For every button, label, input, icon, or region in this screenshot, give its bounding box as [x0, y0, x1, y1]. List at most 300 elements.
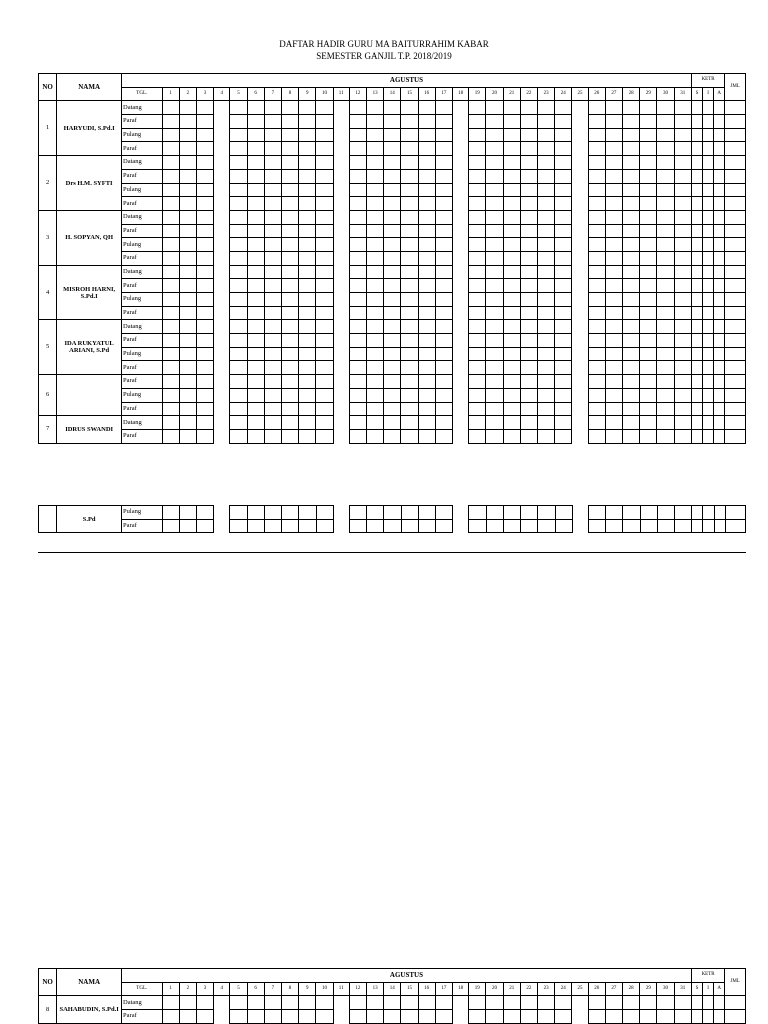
attendance-cell	[555, 293, 572, 307]
attendance-cell	[520, 169, 537, 183]
attendance-cell	[162, 210, 179, 224]
day-19: 19	[469, 87, 486, 101]
attendance-cell	[264, 334, 281, 348]
attendance-cell	[384, 388, 401, 402]
attendance-cell	[247, 334, 264, 348]
attendance-cell	[588, 1010, 605, 1024]
attendance-cell	[452, 101, 468, 115]
ket-cell	[714, 306, 725, 320]
table-row	[39, 416, 746, 430]
attendance-cell	[588, 210, 605, 224]
attendance-cell	[657, 506, 674, 520]
attendance-cell	[555, 402, 572, 416]
ket-cell	[714, 347, 725, 361]
attendance-cell	[588, 361, 605, 375]
attendance-cell	[623, 183, 640, 197]
attendance-cell	[623, 361, 640, 375]
attendance-cell	[486, 388, 503, 402]
attendance-cell	[366, 293, 383, 307]
ket-cell	[703, 416, 714, 430]
attendance-cell	[520, 156, 537, 170]
attendance-cell	[264, 197, 281, 211]
attendance-cell	[333, 293, 349, 307]
attendance-cell	[349, 183, 366, 197]
ket-cell	[714, 402, 725, 416]
attendance-cell	[281, 265, 298, 279]
attendance-cell	[555, 183, 572, 197]
attendance-cell	[555, 347, 572, 361]
day-13: 13	[366, 87, 383, 101]
attendance-cell	[316, 128, 333, 142]
ket-cell	[714, 142, 725, 156]
attendance-cell	[384, 347, 401, 361]
attendance-cell	[316, 265, 333, 279]
attendance-cell	[640, 306, 657, 320]
attendance-cell	[196, 169, 213, 183]
attendance-cell	[640, 519, 657, 533]
attendance-cell	[418, 128, 435, 142]
ket-cell	[714, 183, 725, 197]
attendance-cell	[196, 320, 213, 334]
attendance-cell	[366, 996, 383, 1010]
teacher-number: 1	[39, 101, 57, 156]
attendance-cell	[623, 996, 640, 1010]
attendance-cell	[435, 210, 452, 224]
ket-cell	[703, 197, 714, 211]
attendance-cell	[572, 142, 588, 156]
ket-cell	[691, 416, 702, 430]
attendance-cell	[657, 429, 674, 443]
row-kind: Paraf	[122, 429, 163, 443]
attendance-cell	[572, 506, 588, 520]
attendance-cell	[572, 238, 588, 252]
attendance-cell	[418, 334, 435, 348]
attendance-cell	[452, 279, 468, 293]
table-row	[39, 306, 746, 320]
attendance-cell	[555, 1010, 572, 1024]
attendance-cell	[384, 265, 401, 279]
attendance-cell	[299, 334, 316, 348]
attendance-cell	[162, 320, 179, 334]
attendance-cell	[452, 265, 468, 279]
row-kind: Pulang	[122, 293, 163, 307]
total-cell	[725, 156, 746, 170]
attendance-cell	[333, 347, 349, 361]
attendance-cell	[675, 506, 692, 520]
attendance-cell	[486, 416, 503, 430]
attendance-cell	[214, 320, 230, 334]
table-row	[39, 224, 746, 238]
attendance-cell	[264, 320, 281, 334]
ket-cell	[691, 293, 702, 307]
attendance-cell	[384, 142, 401, 156]
attendance-cell	[657, 224, 674, 238]
attendance-cell	[333, 265, 349, 279]
day-9: 9	[299, 982, 316, 996]
attendance-cell	[605, 156, 622, 170]
attendance-cell	[503, 210, 520, 224]
attendance-cell	[418, 1010, 435, 1024]
attendance-cell	[520, 306, 537, 320]
attendance-cell	[452, 429, 468, 443]
row-kind: Paraf	[122, 375, 163, 389]
ket-code-a: A	[714, 87, 725, 101]
attendance-cell	[401, 996, 418, 1010]
attendance-cell	[333, 416, 349, 430]
attendance-cell	[588, 416, 605, 430]
attendance-cell	[196, 375, 213, 389]
attendance-cell	[486, 334, 503, 348]
attendance-cell	[623, 375, 640, 389]
attendance-cell	[486, 197, 503, 211]
ket-cell	[714, 265, 725, 279]
attendance-cell	[179, 347, 196, 361]
attendance-cell	[486, 210, 503, 224]
attendance-cell	[469, 142, 486, 156]
attendance-cell	[640, 375, 657, 389]
attendance-cell	[179, 996, 196, 1010]
attendance-cell	[520, 388, 537, 402]
attendance-cell	[435, 361, 452, 375]
row-kind: Paraf	[122, 402, 163, 416]
attendance-cell	[214, 197, 230, 211]
total-cell	[725, 238, 746, 252]
attendance-cell	[588, 320, 605, 334]
attendance-cell	[179, 128, 196, 142]
attendance-cell	[588, 347, 605, 361]
attendance-cell	[214, 519, 230, 533]
attendance-cell	[469, 334, 486, 348]
attendance-cell	[281, 306, 298, 320]
attendance-cell	[674, 347, 691, 361]
attendance-cell	[349, 506, 366, 520]
total-header: JML	[725, 74, 746, 101]
attendance-cell	[640, 142, 657, 156]
attendance-cell	[316, 361, 333, 375]
total-cell	[725, 279, 746, 293]
attendance-cell	[572, 388, 588, 402]
attendance-cell	[349, 1010, 366, 1024]
attendance-cell	[520, 996, 537, 1010]
attendance-cell	[640, 183, 657, 197]
attendance-cell	[281, 293, 298, 307]
ket-cell	[714, 224, 725, 238]
ket-cell	[714, 361, 725, 375]
ket-cell	[714, 996, 725, 1010]
attendance-cell	[605, 334, 622, 348]
day-26: 26	[588, 87, 605, 101]
attendance-cell	[401, 306, 418, 320]
attendance-cell	[623, 1010, 640, 1024]
attendance-cell	[247, 506, 264, 520]
attendance-cell	[555, 361, 572, 375]
teacher-name: IDRUS SWANDI	[57, 416, 122, 443]
attendance-cell	[640, 115, 657, 129]
attendance-cell	[247, 115, 264, 129]
teacher-number: 6	[39, 375, 57, 416]
attendance-cell	[452, 183, 468, 197]
attendance-cell	[555, 519, 572, 533]
ket-cell	[703, 183, 714, 197]
attendance-cell	[469, 1010, 486, 1024]
attendance-cell	[588, 402, 605, 416]
attendance-cell	[401, 265, 418, 279]
row-kind: Paraf	[122, 519, 163, 533]
attendance-cell	[196, 224, 213, 238]
attendance-cell	[366, 238, 383, 252]
attendance-cell	[299, 265, 316, 279]
attendance-cell	[230, 197, 247, 211]
attendance-cell	[640, 429, 657, 443]
attendance-cell	[605, 347, 622, 361]
attendance-cell	[605, 279, 622, 293]
attendance-cell	[418, 210, 435, 224]
ket-code-i: I	[703, 982, 714, 996]
attendance-cell	[230, 361, 247, 375]
attendance-cell	[605, 293, 622, 307]
attendance-cell	[196, 210, 213, 224]
attendance-cell	[230, 169, 247, 183]
attendance-table-fragment	[38, 505, 746, 533]
day-17: 17	[435, 982, 452, 996]
attendance-cell	[452, 156, 468, 170]
attendance-cell	[281, 347, 298, 361]
attendance-cell	[247, 128, 264, 142]
ket-code-i: I	[703, 87, 714, 101]
attendance-cell	[264, 506, 281, 520]
attendance-cell	[486, 183, 503, 197]
ketr-header: KETR	[691, 74, 724, 88]
ket-cell	[703, 156, 714, 170]
attendance-cell	[333, 402, 349, 416]
day-10: 10	[316, 982, 333, 996]
attendance-cell	[657, 519, 674, 533]
attendance-cell	[623, 293, 640, 307]
ket-cell	[691, 402, 702, 416]
attendance-cell	[503, 238, 520, 252]
attendance-cell	[196, 238, 213, 252]
attendance-cell	[605, 996, 622, 1010]
attendance-cell	[520, 361, 537, 375]
attendance-cell	[401, 402, 418, 416]
attendance-cell	[452, 996, 468, 1010]
attendance-cell	[538, 375, 555, 389]
attendance-cell	[588, 375, 605, 389]
attendance-cell	[572, 1010, 588, 1024]
attendance-cell	[230, 238, 247, 252]
attendance-cell	[469, 320, 486, 334]
ket-cell	[703, 101, 714, 115]
attendance-cell	[299, 101, 316, 115]
attendance-cell	[623, 197, 640, 211]
attendance-cell	[247, 142, 264, 156]
attendance-cell	[162, 293, 179, 307]
teacher-number: 8	[39, 996, 57, 1023]
attendance-cell	[162, 375, 179, 389]
attendance-cell	[555, 156, 572, 170]
attendance-table-page-2	[38, 968, 746, 1024]
ket-cell	[703, 279, 714, 293]
attendance-cell	[214, 210, 230, 224]
attendance-cell	[640, 210, 657, 224]
teacher-name: Drs H.M. SYFTI	[57, 156, 122, 211]
attendance-cell	[674, 306, 691, 320]
attendance-cell	[366, 375, 383, 389]
attendance-cell	[196, 429, 213, 443]
attendance-cell	[299, 238, 316, 252]
attendance-cell	[486, 375, 503, 389]
attendance-cell	[657, 388, 674, 402]
attendance-cell	[281, 375, 298, 389]
attendance-cell	[366, 251, 383, 265]
attendance-cell	[401, 197, 418, 211]
attendance-cell	[435, 224, 452, 238]
attendance-cell	[162, 101, 179, 115]
ket-cell	[703, 361, 714, 375]
attendance-cell	[384, 306, 401, 320]
attendance-cell	[605, 416, 622, 430]
ket-cell	[703, 1010, 714, 1024]
teacher-name: HARYUDI, S.Pd.I	[57, 101, 122, 156]
attendance-cell	[214, 334, 230, 348]
attendance-cell	[247, 265, 264, 279]
attendance-cell	[384, 169, 401, 183]
attendance-cell	[657, 251, 674, 265]
attendance-cell	[349, 265, 366, 279]
attendance-cell	[640, 320, 657, 334]
attendance-cell	[674, 996, 691, 1010]
total-cell	[725, 197, 746, 211]
day-21: 21	[503, 982, 520, 996]
attendance-cell	[196, 519, 213, 533]
attendance-cell	[640, 101, 657, 115]
attendance-cell	[162, 128, 179, 142]
attendance-cell	[179, 156, 196, 170]
attendance-cell	[333, 169, 349, 183]
attendance-cell	[316, 197, 333, 211]
ket-cell	[691, 224, 702, 238]
day-11: 11	[333, 87, 349, 101]
attendance-cell	[264, 996, 281, 1010]
attendance-cell	[623, 224, 640, 238]
attendance-cell	[401, 128, 418, 142]
table-row	[39, 115, 746, 129]
attendance-cell	[264, 238, 281, 252]
attendance-cell	[605, 101, 622, 115]
ket-cell	[703, 142, 714, 156]
attendance-cell	[162, 265, 179, 279]
attendance-cell	[605, 402, 622, 416]
attendance-cell	[247, 402, 264, 416]
attendance-cell	[469, 306, 486, 320]
attendance-cell	[264, 210, 281, 224]
attendance-cell	[299, 1010, 316, 1024]
attendance-cell	[588, 996, 605, 1010]
attendance-cell	[469, 402, 486, 416]
attendance-cell	[418, 251, 435, 265]
attendance-cell	[384, 1010, 401, 1024]
ket-cell	[691, 183, 702, 197]
attendance-cell	[572, 251, 588, 265]
attendance-cell	[214, 279, 230, 293]
attendance-cell	[179, 210, 196, 224]
attendance-cell	[657, 101, 674, 115]
attendance-cell	[299, 183, 316, 197]
attendance-cell	[196, 1010, 213, 1024]
attendance-cell	[657, 183, 674, 197]
attendance-cell	[418, 306, 435, 320]
attendance-cell	[316, 375, 333, 389]
attendance-cell	[503, 169, 520, 183]
attendance-cell	[401, 361, 418, 375]
attendance-cell	[264, 128, 281, 142]
attendance-cell	[520, 210, 537, 224]
attendance-cell	[469, 429, 486, 443]
attendance-cell	[349, 169, 366, 183]
attendance-cell	[623, 519, 640, 533]
attendance-cell	[333, 128, 349, 142]
attendance-cell	[281, 361, 298, 375]
ket-cell	[703, 224, 714, 238]
attendance-cell	[349, 306, 366, 320]
attendance-cell	[538, 416, 555, 430]
attendance-cell	[247, 429, 264, 443]
attendance-cell	[366, 156, 383, 170]
attendance-cell	[162, 996, 179, 1010]
attendance-cell	[486, 306, 503, 320]
attendance-cell	[435, 197, 452, 211]
ket-cell	[691, 306, 702, 320]
attendance-cell	[605, 251, 622, 265]
attendance-cell	[196, 506, 213, 520]
attendance-cell	[469, 169, 486, 183]
attendance-cell	[555, 996, 572, 1010]
attendance-cell	[452, 334, 468, 348]
attendance-cell	[418, 347, 435, 361]
attendance-cell	[333, 334, 349, 348]
attendance-cell	[520, 265, 537, 279]
attendance-cell	[674, 416, 691, 430]
attendance-cell	[281, 210, 298, 224]
row-kind: Datang	[122, 210, 163, 224]
attendance-cell	[264, 156, 281, 170]
attendance-cell	[452, 238, 468, 252]
attendance-cell	[316, 996, 333, 1010]
attendance-cell	[555, 251, 572, 265]
attendance-cell	[503, 506, 520, 520]
attendance-cell	[162, 388, 179, 402]
attendance-cell	[555, 416, 572, 430]
day-7: 7	[264, 982, 281, 996]
attendance-cell	[555, 197, 572, 211]
attendance-cell	[333, 238, 349, 252]
attendance-cell	[538, 388, 555, 402]
ket-cell	[714, 1010, 725, 1024]
attendance-cell	[674, 156, 691, 170]
ket-cell	[691, 101, 702, 115]
teacher-number: 5	[39, 320, 57, 375]
day-12: 12	[349, 87, 366, 101]
document-subtitle: SEMESTER GANJIL T.P. 2018/2019	[316, 51, 452, 61]
attendance-cell	[316, 306, 333, 320]
day-24: 24	[555, 982, 572, 996]
ket-cell	[714, 388, 725, 402]
attendance-cell	[486, 402, 503, 416]
attendance-cell	[469, 101, 486, 115]
attendance-cell	[264, 429, 281, 443]
attendance-cell	[538, 519, 555, 533]
attendance-cell	[299, 320, 316, 334]
